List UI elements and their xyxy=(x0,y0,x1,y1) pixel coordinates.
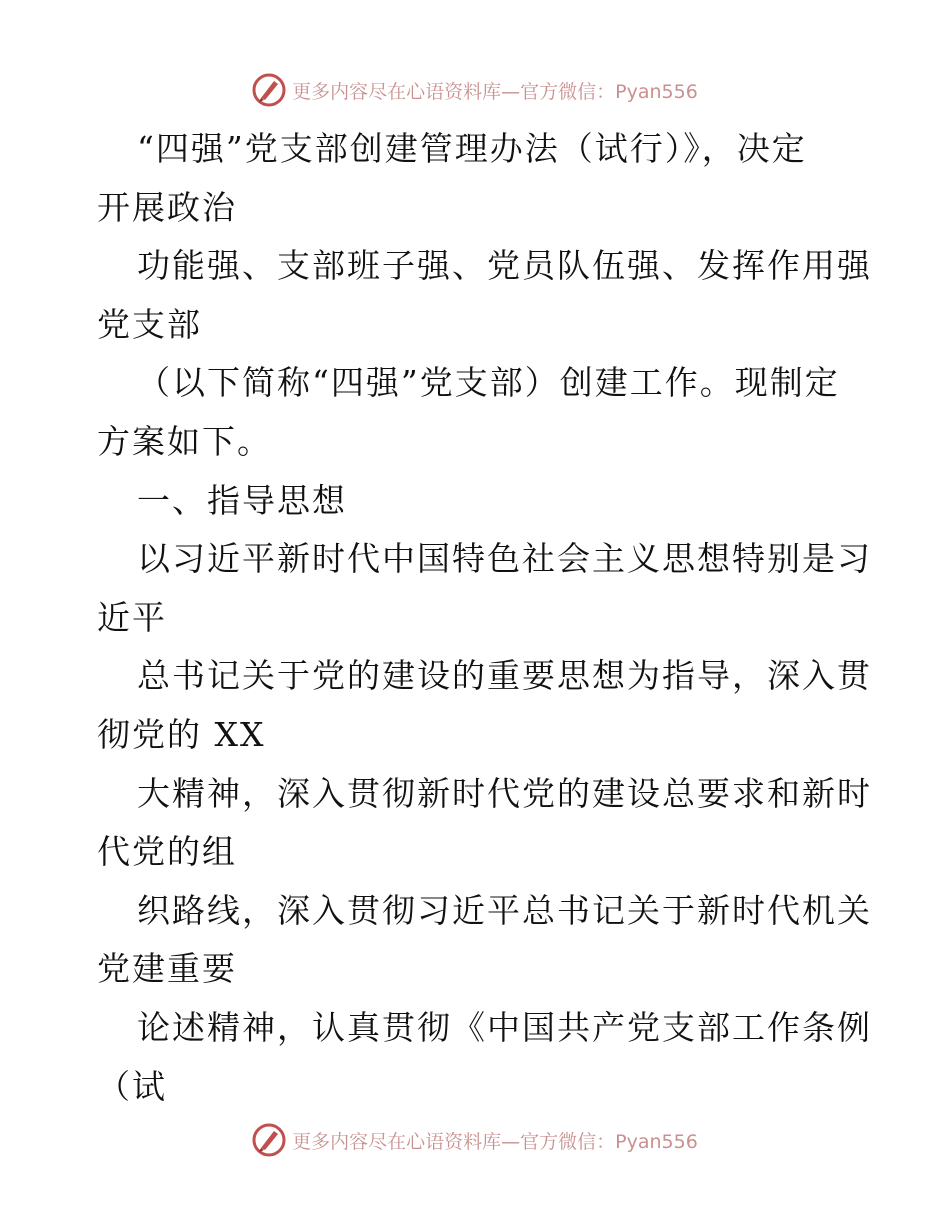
footer-watermark-text: 更多内容尽在心语资料库—官方微信：Pyan556 xyxy=(292,1130,698,1153)
text-line: 近平 xyxy=(97,597,167,637)
text-line: （试 xyxy=(97,1066,167,1106)
quill-pen-logo-icon xyxy=(252,73,286,107)
text-line: 论述精神，认真贯彻《中国共产党支部工作条例 xyxy=(137,1007,872,1047)
text-line: （以下简称“四强”党支部）创建工作。现制定 xyxy=(137,363,840,403)
text-line: 功能强、支部班子强、党员队伍强、发挥作用强 xyxy=(137,246,872,286)
text-line: 总书记关于党的建设的重要思想为指导，深入贯 xyxy=(137,656,872,696)
text-line: 党建重要 xyxy=(97,949,237,989)
quill-pen-logo-icon xyxy=(252,1123,286,1157)
text-line: 方案如下。 xyxy=(97,421,272,461)
text-line: 以习近平新时代中国特色社会主义思想特别是习 xyxy=(137,539,872,579)
header-watermark-text: 更多内容尽在心语资料库—官方微信：Pyan556 xyxy=(292,80,698,103)
text-line: 彻党的 XX xyxy=(97,714,266,754)
text-line: 大精神，深入贯彻新时代党的建设总要求和新时 xyxy=(137,773,872,813)
text-line: 一、指导思想 xyxy=(137,480,347,520)
text-line: 代党的组 xyxy=(97,832,237,872)
text-line: “四强”党支部创建管理办法（试行）》，决定 xyxy=(137,129,807,168)
header-watermark xyxy=(0,70,950,110)
footer-watermark xyxy=(0,1120,950,1160)
text-line: 开展政治 xyxy=(97,187,237,227)
text-line: 党支部 xyxy=(97,304,202,344)
document-body xyxy=(97,120,872,1116)
text-line: 织路线，深入贯彻习近平总书记关于新时代机关 xyxy=(137,890,872,930)
